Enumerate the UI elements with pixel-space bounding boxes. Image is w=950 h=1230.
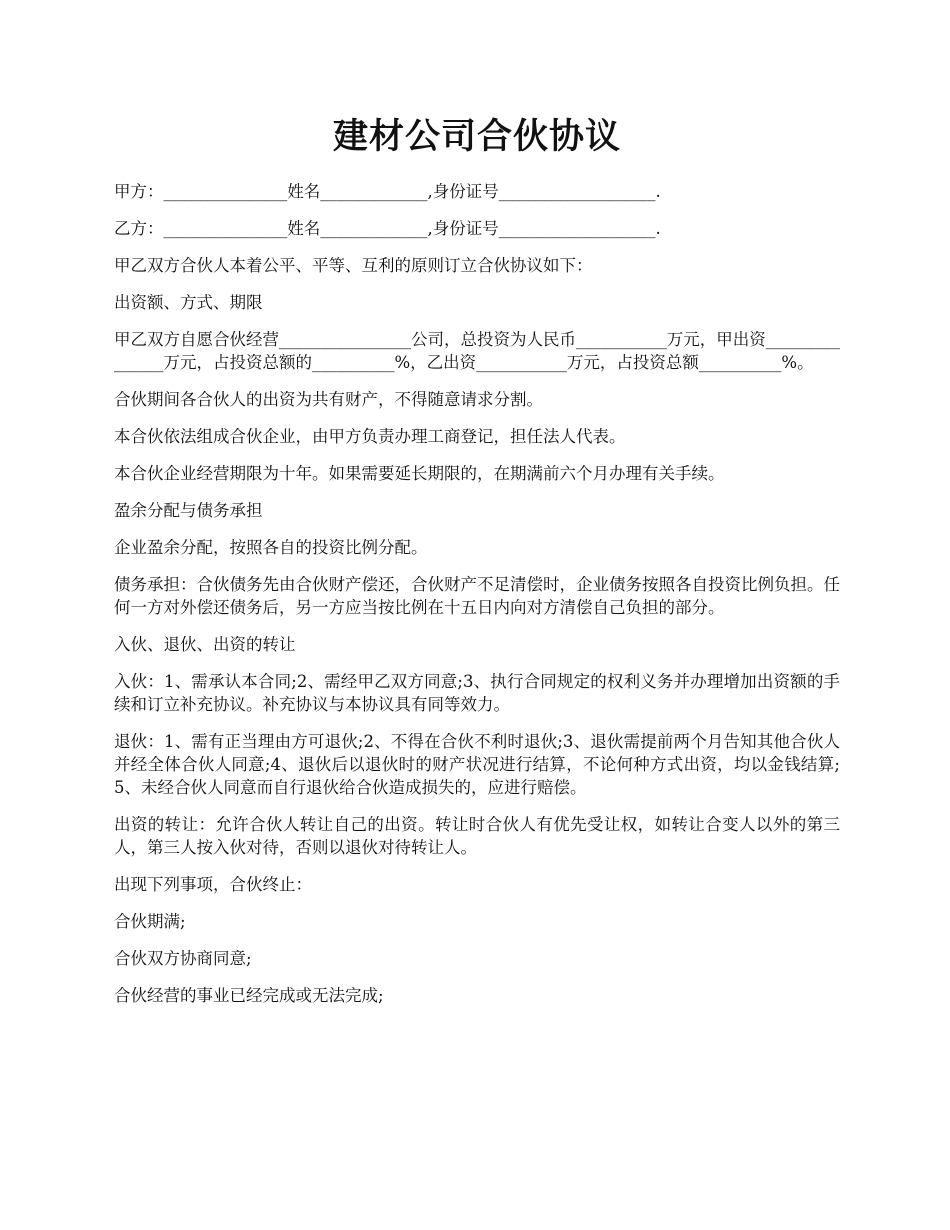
party-b-line: 乙方：_______________姓名_____________,身份证号___________________. [114, 219, 661, 238]
document-title: 建材公司合伙协议 [332, 117, 621, 157]
document-page [114, 112, 840, 1021]
section-heading-join-withdraw: 入伙、退伙、出资的转让 [114, 635, 296, 654]
party-a-line: 甲方：_______________姓名_____________,身份证号___________________. [114, 182, 661, 201]
withdraw-clause: 退伙：1、需有正当理由方可退伙;2、不得在合伙不利时退伙;3、退伙需提前两个月告知其他合伙人并经全体合伙人同意;4、退伙后以退伙时的财产状况进行结算，不论何种方式出资，均以金钱结算;5、未经合伙人同意而自行退伙给合伙造成损失的，应进行赔偿。 [114, 732, 840, 797]
section-heading-profit-debt: 盈余分配与债务承担 [114, 501, 263, 520]
registration-clause: 本合伙依法组成合伙企业，由甲方负责办理工商登记，担任法人代表。 [114, 427, 626, 446]
join-clause: 入伙：1、需承认本合同;2、需经甲乙双方同意;3、执行合同规定的权利义务并办理增加出资额的手续和订立补充协议。补充协议与本协议具有同等效力。 [114, 672, 840, 714]
termination-item-1: 合伙期满; [114, 912, 186, 931]
profit-clause: 企业盈余分配，按照各自的投资比例分配。 [114, 538, 428, 557]
term-clause: 本合伙企业经营期限为十年。如果需要延长期限的，在期满前六个月办理有关手续。 [114, 464, 725, 483]
investment-clause: 甲乙双方自愿合伙经营________________公司，总投资为人民币___________万元，甲出资_______________万元，占投资总额的__________%，乙出资___________万元，占投资总额__________%。 [114, 330, 840, 372]
debt-clause: 债务承担：合伙债务先由合伙财产偿还，合伙财产不足清偿时，企业债务按照各自投资比例负担。任何一方对外偿还债务后，另一方应当按比例在十五日内向对方清偿自己负担的部分。 [114, 575, 840, 617]
section-heading-investment: 出资额、方式、期限 [114, 293, 263, 312]
transfer-clause: 出资的转让：允许合伙人转让自己的出资。转让时合伙人有优先受让权，如转让合变人以外的第三人，第三人按入伙对待，否则以退伙对待转让人。 [114, 815, 840, 857]
shared-property-clause: 合伙期间各合伙人的出资为共有财产，不得随意请求分割。 [114, 390, 543, 409]
termination-item-3: 合伙经营的事业已经完成或无法完成; [114, 986, 384, 1005]
preamble: 甲乙双方合伙人本着公平、平等、互利的原则订立合伙协议如下： [114, 256, 593, 275]
termination-item-2: 合伙双方协商同意; [114, 949, 252, 968]
termination-intro: 出现下列事项，合伙终止： [114, 875, 312, 894]
